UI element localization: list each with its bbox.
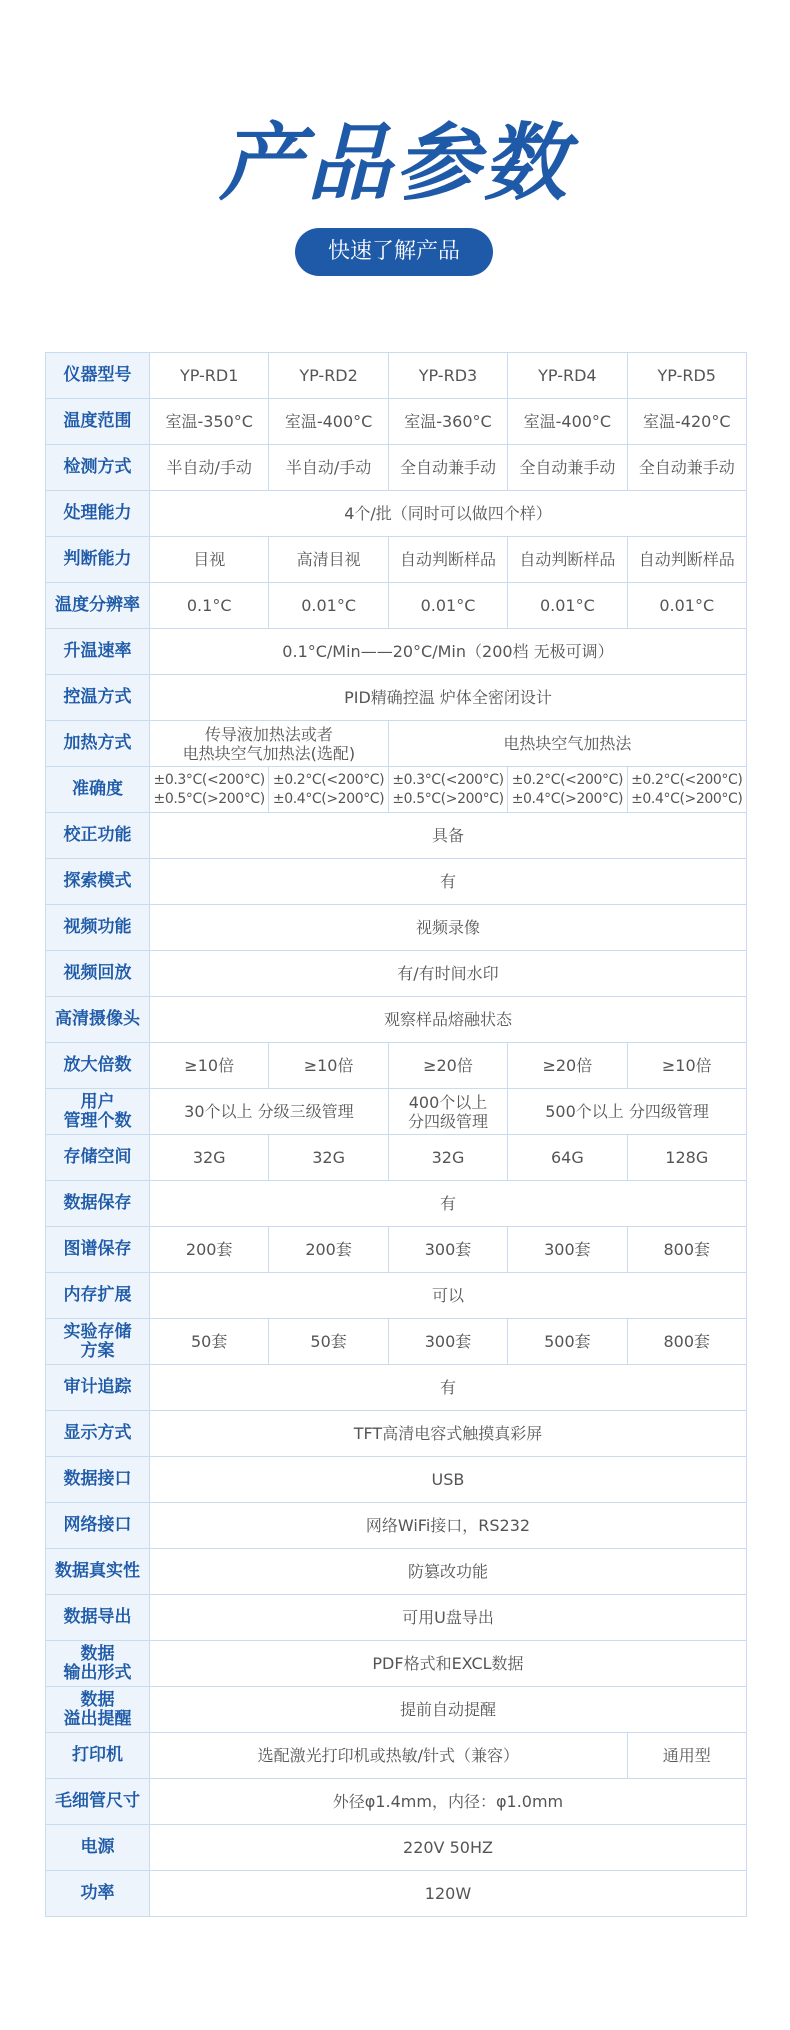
- quick-intro-button[interactable]: 快速了解产品: [295, 228, 493, 276]
- row-label: 内存扩展: [46, 1273, 150, 1319]
- table-cell: 选配激光打印机或热敏/针式（兼容）: [150, 1733, 628, 1779]
- table-cell: YP-RD4: [508, 353, 627, 399]
- row-label: 审计追踪: [46, 1365, 150, 1411]
- table-cell: 室温-400°C: [269, 399, 388, 445]
- page-title: 产品参数: [218, 113, 571, 212]
- row-label: 图谱保存: [46, 1227, 150, 1273]
- table-cell: 网络WiFi接口，RS232: [150, 1503, 747, 1549]
- row-label: 存储空间: [46, 1135, 150, 1181]
- table-cell: 提前自动提醒: [150, 1687, 747, 1733]
- table-cell: 0.01°C: [627, 583, 746, 629]
- row-label: 用户 管理个数: [46, 1089, 150, 1135]
- table-cell: 128G: [627, 1135, 746, 1181]
- table-cell: 120W: [150, 1871, 747, 1917]
- table-cell: 0.01°C: [508, 583, 627, 629]
- table-row: [46, 675, 747, 721]
- row-label: 数据接口: [46, 1457, 150, 1503]
- table-cell: 室温-420°C: [627, 399, 746, 445]
- table-row: [46, 767, 747, 813]
- row-label: 功率: [46, 1871, 150, 1917]
- table-row: [46, 1181, 747, 1227]
- table-row: [46, 997, 747, 1043]
- row-label: 网络接口: [46, 1503, 150, 1549]
- row-label: 加热方式: [46, 721, 150, 767]
- table-row: [46, 859, 747, 905]
- row-label: 实验存储 方案: [46, 1319, 150, 1365]
- table-row: [46, 1687, 747, 1733]
- table-cell: 可用U盘导出: [150, 1595, 747, 1641]
- table-cell: ≥10倍: [269, 1043, 388, 1089]
- row-label: 数据 输出形式: [46, 1641, 150, 1687]
- table-cell: YP-RD1: [150, 353, 269, 399]
- table-cell: 32G: [150, 1135, 269, 1181]
- table-cell: 室温-360°C: [388, 399, 507, 445]
- table-cell: 电热块空气加热法: [388, 721, 746, 767]
- table-row: [46, 1227, 747, 1273]
- row-label: 视频功能: [46, 905, 150, 951]
- table-row: [46, 537, 747, 583]
- table-cell: 800套: [627, 1227, 746, 1273]
- table-cell: 有: [150, 1181, 747, 1227]
- table-row: [46, 445, 747, 491]
- table-cell: 全自动兼手动: [627, 445, 746, 491]
- table-cell: 0.01°C: [388, 583, 507, 629]
- table-cell: 50套: [269, 1319, 388, 1365]
- table-row: [46, 399, 747, 445]
- table-row: [46, 1273, 747, 1319]
- row-label: 处理能力: [46, 491, 150, 537]
- table-row: [46, 1043, 747, 1089]
- table-row: [46, 353, 747, 399]
- table-row: [46, 1733, 747, 1779]
- table-cell: 有/有时间水印: [150, 951, 747, 997]
- table-cell: 室温-400°C: [508, 399, 627, 445]
- row-label: 数据 溢出提醒: [46, 1687, 150, 1733]
- table-cell: PID精确控温 炉体全密闭设计: [150, 675, 747, 721]
- table-row: [46, 1089, 747, 1135]
- table-cell: YP-RD2: [269, 353, 388, 399]
- table-row: [46, 1365, 747, 1411]
- row-label: 数据真实性: [46, 1549, 150, 1595]
- row-label: 升温速率: [46, 629, 150, 675]
- table-row: [46, 1549, 747, 1595]
- row-label: 放大倍数: [46, 1043, 150, 1089]
- table-cell: 具备: [150, 813, 747, 859]
- table-cell: 50套: [150, 1319, 269, 1365]
- row-label: 高清摄像头: [46, 997, 150, 1043]
- table-cell: 观察样品熔融状态: [150, 997, 747, 1043]
- table-row: [46, 1779, 747, 1825]
- table-cell: 4个/批（同时可以做四个样）: [150, 491, 747, 537]
- table-cell: 64G: [508, 1135, 627, 1181]
- table-row: [46, 583, 747, 629]
- table-cell: 全自动兼手动: [388, 445, 507, 491]
- table-cell: 有: [150, 859, 747, 905]
- row-label: 校正功能: [46, 813, 150, 859]
- table-row: [46, 491, 747, 537]
- table-cell: 目视: [150, 537, 269, 583]
- table-cell: 自动判断样品: [627, 537, 746, 583]
- table-cell: ≥10倍: [627, 1043, 746, 1089]
- table-cell: ±0.3°C(<200°C) ±0.5°C(>200°C): [388, 767, 507, 813]
- table-row: [46, 1641, 747, 1687]
- table-cell: 半自动/手动: [269, 445, 388, 491]
- table-row: [46, 1871, 747, 1917]
- table-cell: 32G: [388, 1135, 507, 1181]
- table-cell: 200套: [269, 1227, 388, 1273]
- row-label: 检测方式: [46, 445, 150, 491]
- table-cell: 自动判断样品: [508, 537, 627, 583]
- row-label: 仪器型号: [46, 353, 150, 399]
- row-label: 显示方式: [46, 1411, 150, 1457]
- table-cell: 可以: [150, 1273, 747, 1319]
- table-cell: 全自动兼手动: [508, 445, 627, 491]
- table-row: [46, 1135, 747, 1181]
- spec-table: [45, 352, 747, 1917]
- table-cell: 220V 50HZ: [150, 1825, 747, 1871]
- table-cell: 300套: [388, 1227, 507, 1273]
- table-cell: 0.01°C: [269, 583, 388, 629]
- table-cell: ≥20倍: [508, 1043, 627, 1089]
- table-row: [46, 629, 747, 675]
- table-row: [46, 721, 747, 767]
- row-label: 数据保存: [46, 1181, 150, 1227]
- table-cell: ±0.3°C(<200°C) ±0.5°C(>200°C): [150, 767, 269, 813]
- row-label: 数据导出: [46, 1595, 150, 1641]
- table-row: [46, 1457, 747, 1503]
- table-cell: 通用型: [627, 1733, 746, 1779]
- table-cell: 防篡改功能: [150, 1549, 747, 1595]
- table-cell: 32G: [269, 1135, 388, 1181]
- table-cell: YP-RD3: [388, 353, 507, 399]
- table-cell: 500个以上 分四级管理: [508, 1089, 747, 1135]
- table-cell: 传导液加热法或者 电热块空气加热法(选配): [150, 721, 389, 767]
- table-cell: 30个以上 分级三级管理: [150, 1089, 389, 1135]
- row-label: 毛细管尺寸: [46, 1779, 150, 1825]
- row-label: 温度范围: [46, 399, 150, 445]
- table-cell: 有: [150, 1365, 747, 1411]
- table-cell: ±0.2°C(<200°C) ±0.4°C(>200°C): [508, 767, 627, 813]
- table-cell: USB: [150, 1457, 747, 1503]
- row-label: 控温方式: [46, 675, 150, 721]
- table-cell: 外径φ1.4mm，内径：φ1.0mm: [150, 1779, 747, 1825]
- table-cell: ±0.2°C(<200°C) ±0.4°C(>200°C): [627, 767, 746, 813]
- table-cell: 0.1°C/Min——20°C/Min（200档 无极可调）: [150, 629, 747, 675]
- table-cell: ±0.2°C(<200°C) ±0.4°C(>200°C): [269, 767, 388, 813]
- row-label: 判断能力: [46, 537, 150, 583]
- table-cell: ≥20倍: [388, 1043, 507, 1089]
- table-cell: TFT高清电容式触摸真彩屏: [150, 1411, 747, 1457]
- table-cell: 500套: [508, 1319, 627, 1365]
- table-cell: YP-RD5: [627, 353, 746, 399]
- row-label: 温度分辨率: [46, 583, 150, 629]
- table-cell: 半自动/手动: [150, 445, 269, 491]
- table-row: [46, 1503, 747, 1549]
- table-row: [46, 813, 747, 859]
- table-cell: PDF格式和EXCL数据: [150, 1641, 747, 1687]
- table-cell: 800套: [627, 1319, 746, 1365]
- table-cell: 300套: [508, 1227, 627, 1273]
- table-row: [46, 951, 747, 997]
- table-row: [46, 1319, 747, 1365]
- table-cell: 300套: [388, 1319, 507, 1365]
- table-cell: 200套: [150, 1227, 269, 1273]
- row-label: 视频回放: [46, 951, 150, 997]
- table-cell: 高清目视: [269, 537, 388, 583]
- table-cell: 0.1°C: [150, 583, 269, 629]
- row-label: 探索模式: [46, 859, 150, 905]
- table-cell: 自动判断样品: [388, 537, 507, 583]
- table-row: [46, 1411, 747, 1457]
- row-label: 电源: [46, 1825, 150, 1871]
- table-cell: 视频录像: [150, 905, 747, 951]
- table-cell: ≥10倍: [150, 1043, 269, 1089]
- table-row: [46, 1825, 747, 1871]
- table-row: [46, 1595, 747, 1641]
- row-label: 准确度: [46, 767, 150, 813]
- row-label: 打印机: [46, 1733, 150, 1779]
- table-row: [46, 905, 747, 951]
- table-cell: 400个以上 分四级管理: [388, 1089, 507, 1135]
- table-cell: 室温-350°C: [150, 399, 269, 445]
